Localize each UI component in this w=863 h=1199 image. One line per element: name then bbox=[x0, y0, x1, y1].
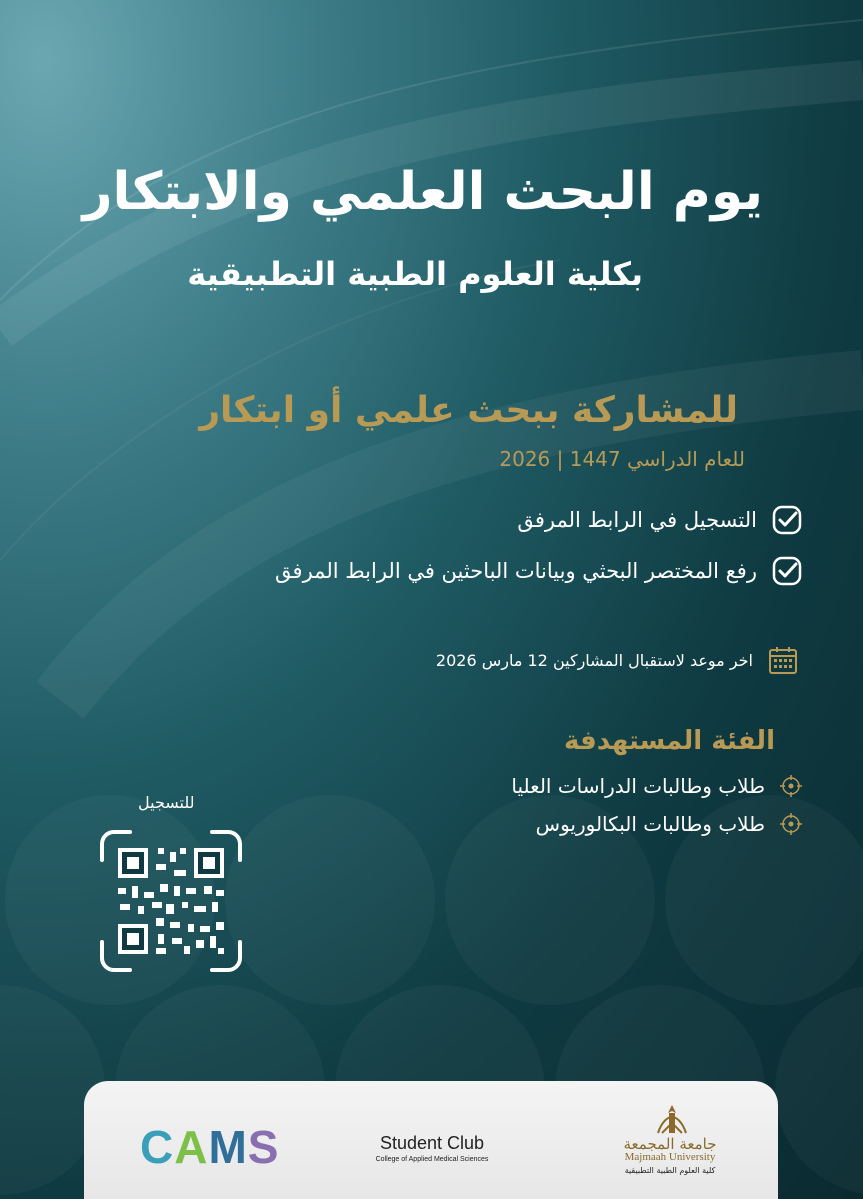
step-text: التسجيل في الرابط المرفق bbox=[517, 508, 757, 532]
participation-heading: للمشاركة ببحث علمي أو ابتكار bbox=[199, 390, 738, 431]
target-audience-heading: الفئة المستهدفة bbox=[564, 726, 775, 756]
poster-subtitle: بكلية العلوم الطبية التطبيقية bbox=[187, 255, 643, 293]
university-name-english: Majmaah University bbox=[624, 1151, 716, 1163]
university-emblem bbox=[652, 1103, 692, 1139]
target-postgraduate bbox=[511, 774, 803, 798]
deadline bbox=[436, 644, 799, 676]
check-icon bbox=[771, 504, 803, 536]
student-club-title: Student Club bbox=[379, 1133, 485, 1153]
target-undergraduate bbox=[536, 812, 803, 836]
calendar-icon bbox=[767, 644, 799, 676]
university-name-arabic: جامعة المجمعة bbox=[623, 1135, 717, 1153]
student-club-subtitle: College of Applied Medical Sciences bbox=[375, 1156, 489, 1163]
registration-qr-code[interactable] bbox=[100, 830, 242, 972]
step-register bbox=[517, 504, 803, 536]
step-text: رفع المختصر البحثي وبيانات الباحثين في الرابط المرفق bbox=[275, 559, 757, 583]
step-upload-abstract bbox=[275, 555, 803, 587]
deadline-text: اخر موعد لاستقبال المشاركين 12 مارس 2026 bbox=[435, 650, 753, 670]
target-text: طلاب وطالبات البكالوريوس bbox=[535, 812, 765, 836]
target-text: طلاب وطالبات الدراسات العليا bbox=[511, 774, 765, 798]
target-icon bbox=[779, 812, 803, 836]
target-icon bbox=[779, 774, 803, 798]
cams-logo: CAMS bbox=[140, 1121, 280, 1173]
poster-title: يوم البحث العلمي والابتكار bbox=[82, 162, 763, 222]
check-icon bbox=[771, 555, 803, 587]
college-name-arabic: كلية العلوم الطبية التطبيقية bbox=[624, 1166, 716, 1175]
academic-year: للعام الدراسي 1447 | 2026 bbox=[499, 447, 745, 471]
register-label: للتسجيل bbox=[138, 793, 195, 812]
